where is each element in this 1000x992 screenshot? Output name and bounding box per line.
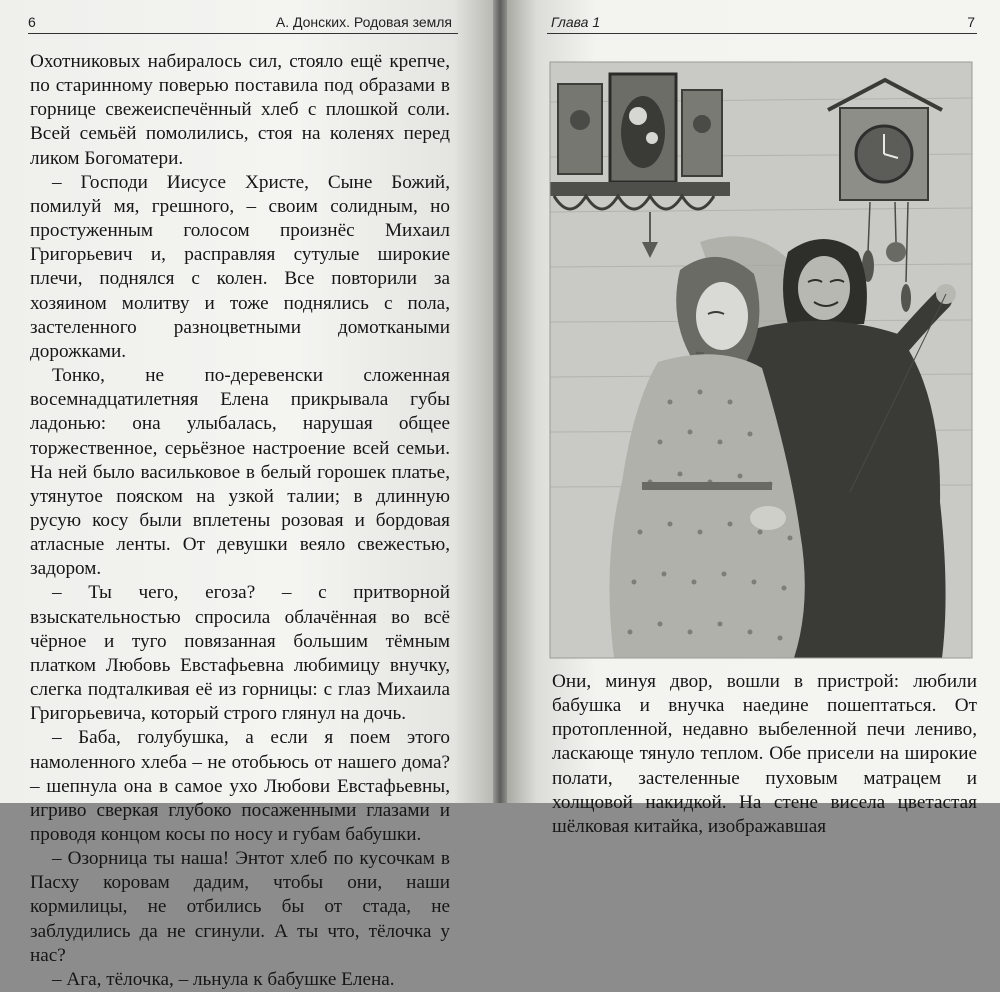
left-page — [0, 0, 493, 990]
right-running-head — [547, 12, 977, 34]
paragraph: – Ага, тёлочка, – льнула к бабушке Елена. — [52, 968, 395, 990]
left-body-text — [30, 50, 450, 992]
chapter-title: Глава 1 — [551, 14, 601, 30]
left-running-title: А. Донских. Родовая земля — [275, 14, 452, 30]
header-rule — [28, 33, 458, 34]
book-gutter — [493, 0, 507, 803]
paragraph: – Баба, голубушка, а если я поем этого намоленного хлеба – не отобьюсь от нашего дома? – шепнула она в самое ухо Любови Евстафьевны, игриво сверкая глубоко посаженными глазами и проводя концом косы по носу и губам бабушки. — [30, 727, 450, 845]
illustration-grandmother-and-granddaughter — [550, 62, 972, 658]
paragraph: – Ты чего, егоза? – с притворной взыскательностью спросила облачённая во всё чёрное и туго повязанная большим тёмным платком Любовь Евстафьевна любимицу внучку, слегка подталкивая её из горницы: с глаз Михаила Григорьевича, который строго глянул на дочь. — [30, 582, 450, 725]
left-page-number: 6 — [28, 14, 36, 30]
illustration-drawing — [550, 62, 972, 658]
right-page-number: 7 — [967, 14, 975, 30]
paragraph: Они, минуя двор, вошли в пристрой: любили бабушка и внучка наедине пошептаться. От протопленной, недавно выбеленной печи лениво, ласкающе тянуло теплом. Обе присели на широкие полати, застеленные пуховым матрацем и холщовой накидкой. На стене висела цветастая шёлковая китайка, изображавшая — [552, 671, 977, 837]
paragraph: Тонко, не по-деревенски сложенная восемнадцатилетняя Елена прикрывала губы ладонью: она улыбалась, нарушая общее торжественное, серьёзное настроение всей семьи. На ней было васильковое в белый горошек платье, утянутое пояском на узкой талии; в длинную русую косу были вплетены розовая и бордовая атласные ленты. От девушки веяло свежестью, задором. — [30, 365, 450, 580]
left-running-head — [28, 12, 458, 34]
right-page — [507, 0, 1000, 837]
paragraph: – Озорница ты наша! Энтот хлеб по кусочкам в Пасху коровам дадим, чтобы они, наши кормилицы, не отбились бы от стада, не заблудились да не сгинули. А ты что, тёлочка у нас? — [30, 848, 450, 966]
header-rule — [547, 33, 977, 34]
paragraph: Охотниковых набиралось сил, стояло ещё крепче, по старинному поверью поставила под образами в горнице свежеиспечённый хлеб с плошкой соли. Всей семьёй помолились, стоя на коленях перед ликом Богоматери. — [30, 51, 450, 169]
right-body-text — [552, 670, 977, 839]
paragraph: – Господи Иисусе Христе, Сыне Божий, помилуй мя, грешного, – своим солидным, но простуженным голосом произнёс Михаил Григорьевич и, расправляя сутулые широкие плечи, поднялся с колен. Все повторили за хозяином молитву и тоже поднялись с пола, застеленного разноцветными домоткаными дорожками. — [30, 171, 450, 362]
